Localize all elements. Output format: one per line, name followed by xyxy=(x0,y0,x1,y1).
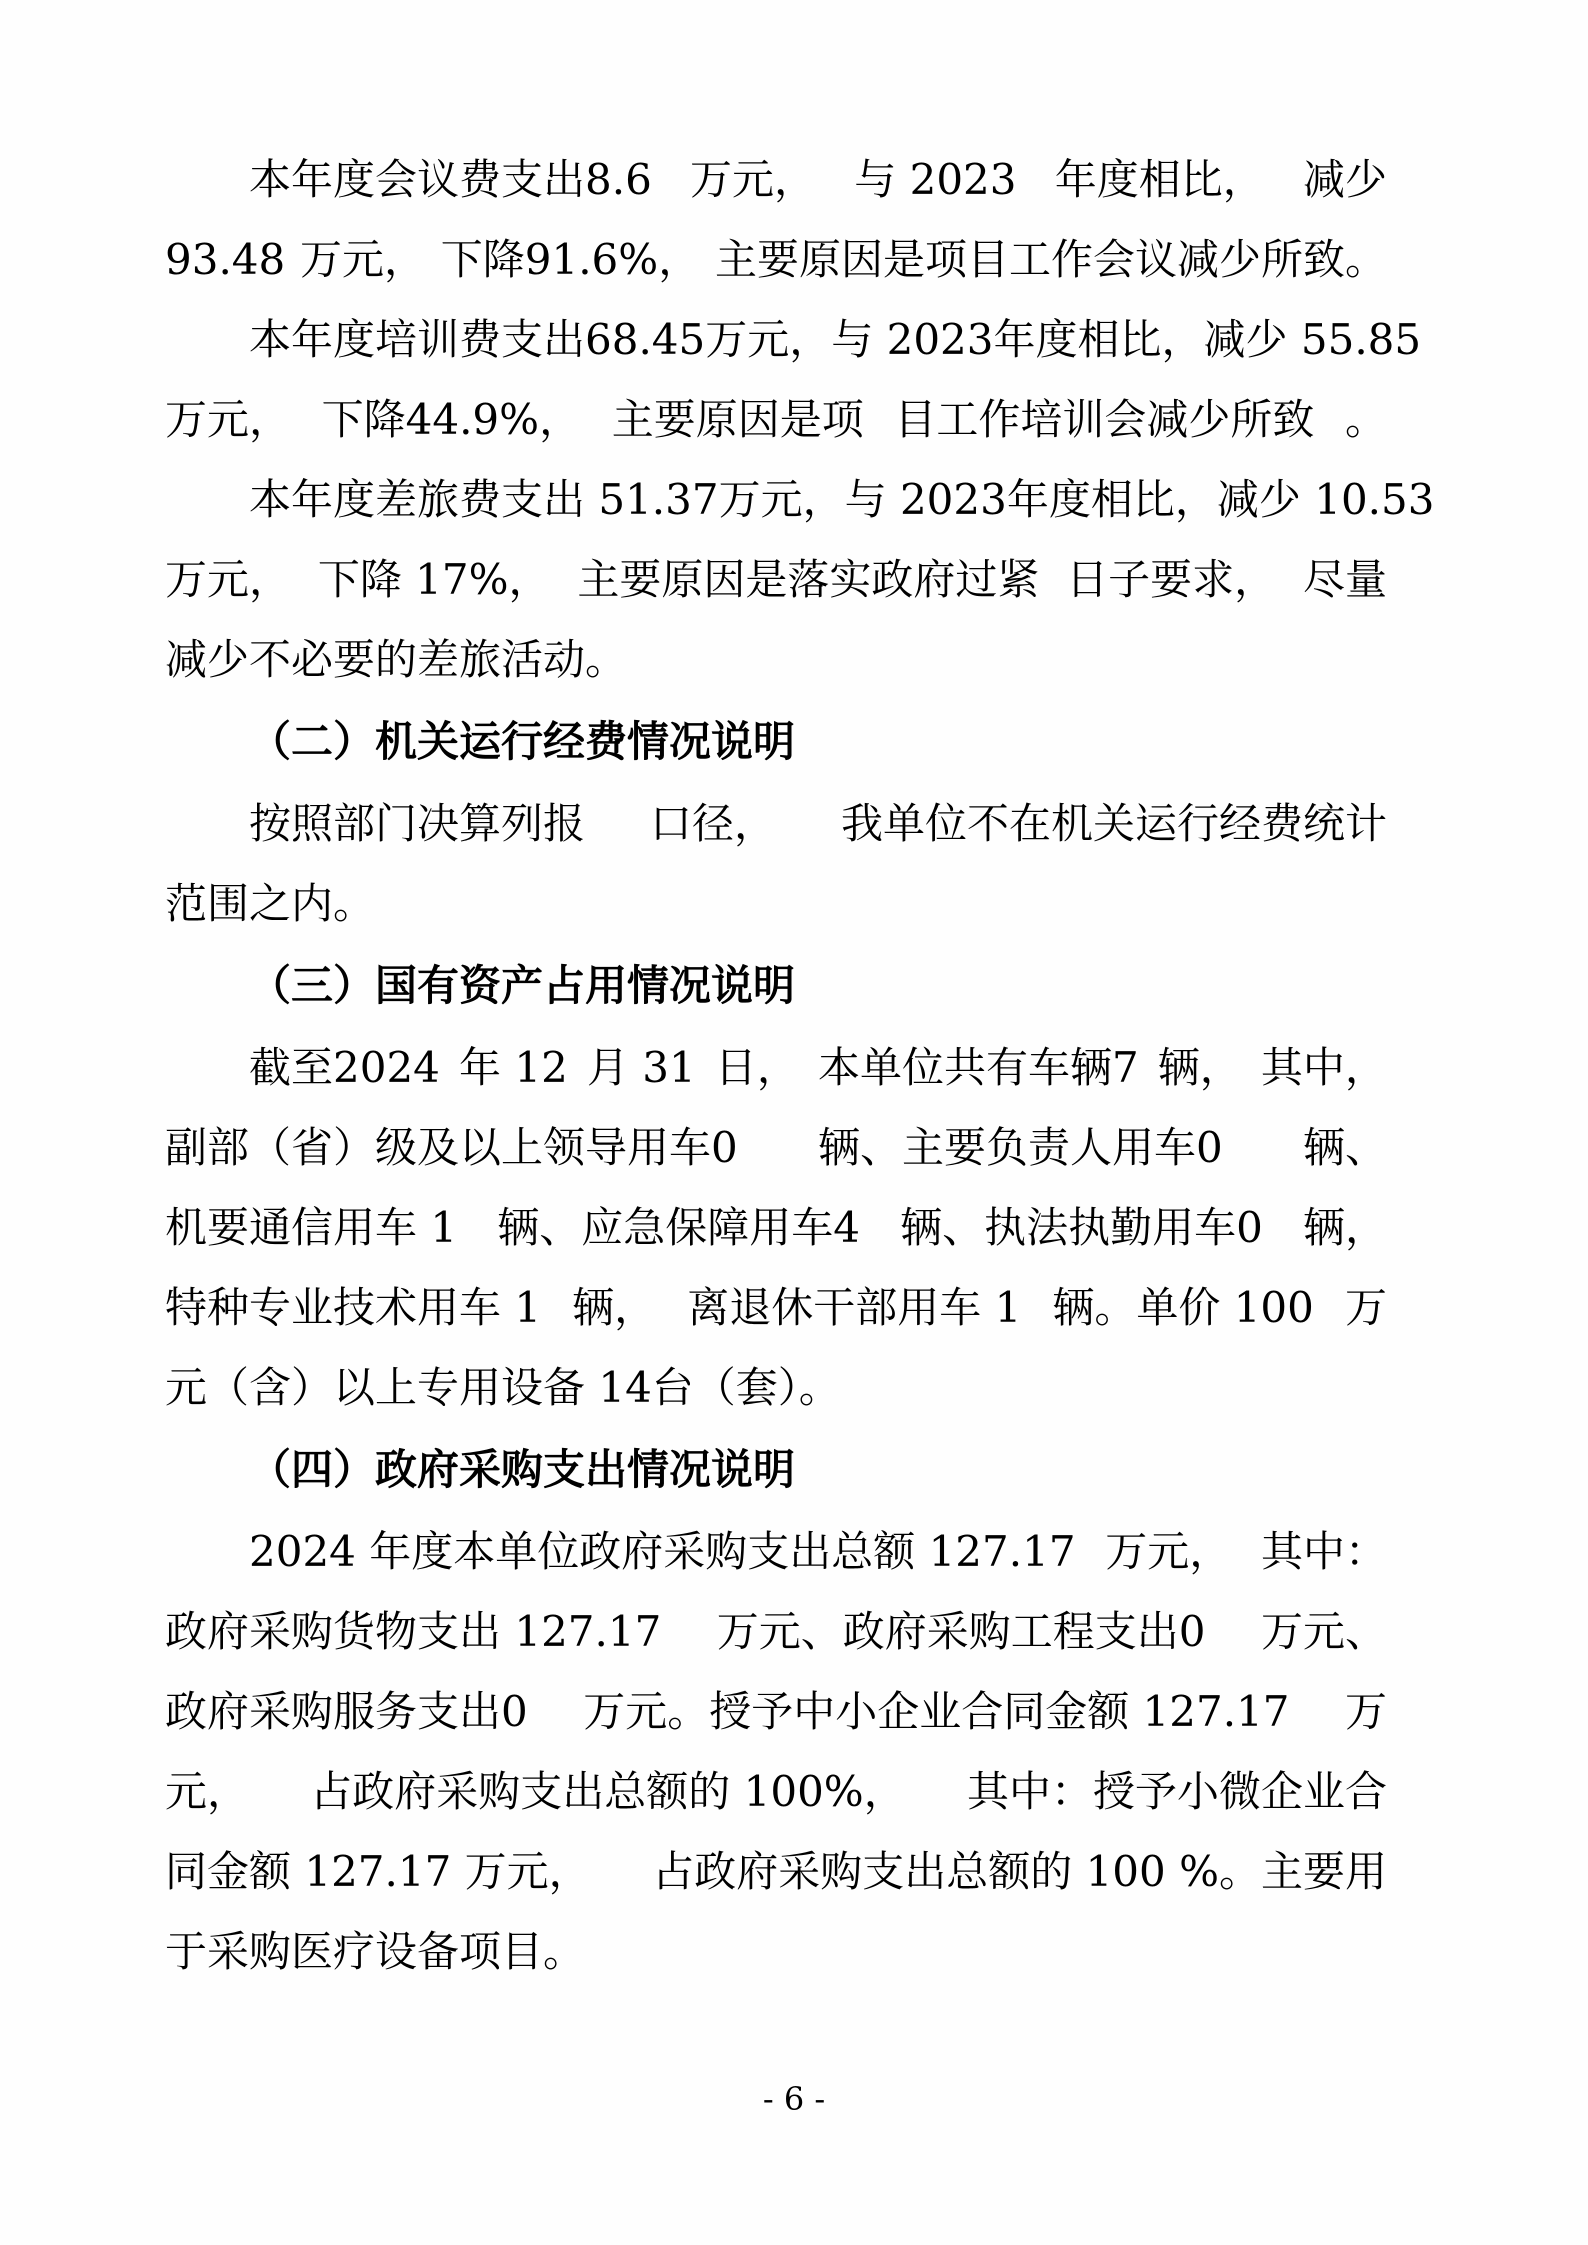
text-run: 离退休干部用车 1 xyxy=(687,1283,1022,1332)
page-number: - 6 - xyxy=(762,2080,826,2118)
text-run: 万 xyxy=(1344,1283,1387,1332)
text-run: 本年度差旅费支出 51.37 xyxy=(249,475,719,524)
text-run: 年度相比， xyxy=(1054,155,1265,204)
text-line xyxy=(165,864,1387,944)
text-line xyxy=(165,1188,1387,1268)
text-run: 台（套）。 xyxy=(651,1363,841,1412)
text-run: 目工作培训会减少所致 xyxy=(894,395,1315,444)
text-line xyxy=(165,140,1387,220)
text-line xyxy=(165,1268,1387,1348)
text-line xyxy=(165,1348,1387,1428)
text-run: 减少不必要的差旅活动。 xyxy=(165,635,628,684)
text-run: 万 xyxy=(1344,1687,1387,1736)
text-run: 占政府采购支出总额的 100 %。主要用 xyxy=(652,1847,1387,1896)
text-run: 辆、执法执勤用车0 xyxy=(900,1203,1263,1252)
text-run: 截至2024 xyxy=(249,1043,440,1092)
text-run: 政府采购服务支出0 xyxy=(165,1687,528,1736)
text-run: 副部（省）级及以上领导用车0 xyxy=(165,1123,738,1172)
text-run: 主要原因是落实政府过紧 xyxy=(577,555,1040,604)
text-line xyxy=(165,460,1435,540)
text-run: 下降44.9%， xyxy=(321,395,582,444)
text-run: 元， xyxy=(165,1767,250,1816)
text-run: 辆、应急保障用车4 xyxy=(497,1203,860,1252)
text-run: 目。 xyxy=(501,1927,586,1976)
text-run: 与 2023 xyxy=(854,155,1017,204)
text-run: 其中， xyxy=(1260,1043,1387,1092)
text-run: 其中：授予小微企业合 xyxy=(966,1767,1387,1816)
text-run: 机要通信用车 1 xyxy=(165,1203,458,1252)
text-run: 万元、政府采购工程支出0 xyxy=(716,1607,1206,1656)
text-run: 93.48 xyxy=(165,235,286,284)
text-run: 下降91.6%， xyxy=(440,235,701,284)
section-heading: （二）机关运行经费情况说明 xyxy=(249,717,796,766)
section-heading: （三）国有资产占用情况说明 xyxy=(249,961,796,1010)
text-run: 与 2023 xyxy=(844,475,1007,524)
text-run: 。 xyxy=(1344,395,1387,444)
page-body xyxy=(165,140,1435,1992)
text-run: 万元， xyxy=(165,395,292,444)
text-line xyxy=(165,1028,1387,1108)
text-run: 元（含）以上专用设备 14 xyxy=(165,1363,652,1412)
text-run: 主要原因是项目工作会议减少所致。 xyxy=(714,235,1387,284)
text-run: 万元， xyxy=(718,475,845,524)
text-run: 辆， xyxy=(1157,1043,1242,1092)
text-line xyxy=(165,1108,1387,1188)
text-run: 日， xyxy=(714,1043,799,1092)
text-run: 减少 55.85 xyxy=(1203,315,1422,364)
text-run: 万元、 xyxy=(1260,1607,1387,1656)
text-run: 我单位不在机关运行经费统计 xyxy=(840,799,1387,848)
text-line xyxy=(165,300,1422,380)
text-run: 辆， xyxy=(572,1283,657,1332)
text-run: 辆、 xyxy=(1302,1123,1387,1172)
text-run: 年度相比， xyxy=(1006,475,1217,524)
text-run: 年 12 xyxy=(459,1043,568,1092)
text-run: 万元， xyxy=(300,235,427,284)
text-run: 同金额 127.17 万元， xyxy=(165,1847,591,1896)
text-run: 万元， xyxy=(705,315,832,364)
text-line xyxy=(165,1672,1387,1752)
section-heading: （四）政府采购支出情况说明 xyxy=(249,1445,796,1494)
text-run: 2024 年度本单位政府采购支出总额 127.17 xyxy=(249,1527,1076,1576)
text-run: 主要原因是项 xyxy=(611,395,864,444)
text-run: 减少 xyxy=(1302,155,1387,204)
text-run: 本单位共有车辆7 xyxy=(817,1043,1139,1092)
text-line xyxy=(165,220,1387,300)
text-line xyxy=(165,1512,1387,1592)
text-run: 减少 10.53 xyxy=(1216,475,1435,524)
text-run: 本年度会议费支出8.6 xyxy=(249,155,652,204)
text-run: 政府采购货物支出 127.17 xyxy=(165,1607,662,1656)
text-run: 辆。单价 100 xyxy=(1052,1283,1314,1332)
text-run: 辆， xyxy=(1302,1203,1387,1252)
text-run: 万元。授予中小企业合同金额 127.17 xyxy=(583,1687,1290,1736)
text-run: 尽量 xyxy=(1302,555,1387,604)
text-run: 口径， xyxy=(649,799,776,848)
text-line xyxy=(165,1832,1387,1912)
text-line xyxy=(165,1592,1387,1672)
text-run: 万元， xyxy=(1105,1527,1232,1576)
text-run: 其中： xyxy=(1260,1527,1387,1576)
text-run: 年度相比， xyxy=(993,315,1204,364)
text-run: 按照部门决算列报 xyxy=(249,799,586,848)
text-run: 与 2023 xyxy=(831,315,994,364)
text-line xyxy=(165,784,1387,864)
text-run: 万元， xyxy=(165,555,292,604)
text-run: 日子要求， xyxy=(1066,555,1277,604)
text-run: 万元， xyxy=(690,155,817,204)
text-run: 下降 17%， xyxy=(317,555,551,604)
text-line xyxy=(165,620,1387,700)
text-run: 于采购医疗设备项 xyxy=(165,1927,502,1976)
text-line xyxy=(165,540,1387,620)
text-run: 占政府采购支出总额的 100%， xyxy=(310,1767,906,1816)
text-run: 本年度培训费支出68.45 xyxy=(249,315,706,364)
text-line xyxy=(165,380,1387,460)
text-run: 范围之内。 xyxy=(165,879,376,928)
text-run: 月 31 xyxy=(586,1043,696,1092)
text-line xyxy=(165,1752,1387,1832)
text-line xyxy=(165,1912,1387,1992)
text-run: 特种专业技术用车 1 xyxy=(165,1283,542,1332)
text-run: 辆、主要负责人用车0 xyxy=(817,1123,1223,1172)
